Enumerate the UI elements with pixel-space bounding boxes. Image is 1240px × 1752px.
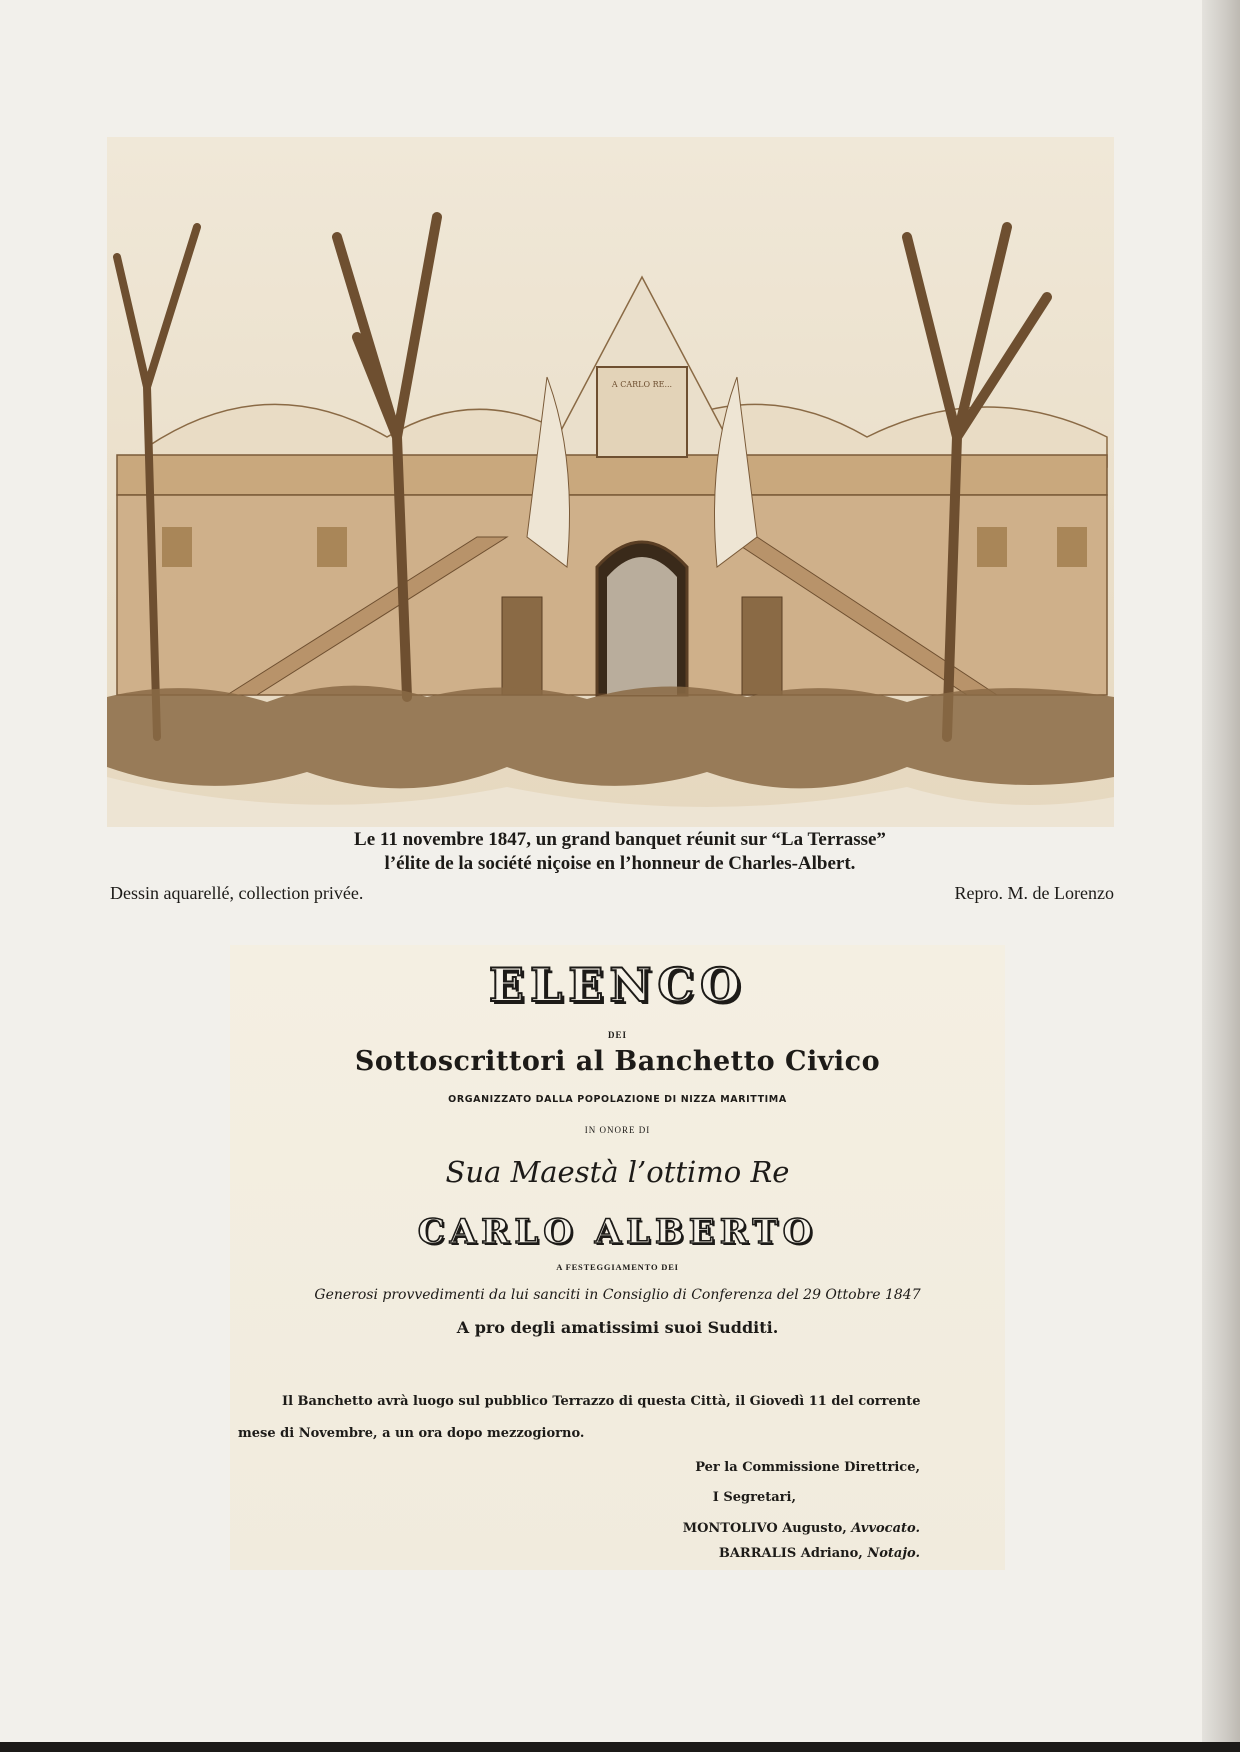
signer-1-role: Avvocato. — [851, 1521, 920, 1536]
announcement-line-1: Il Banchetto avrà luogo sul pubblico Terrazzo di questa Città, il Giovedì 11 del corrente — [282, 1394, 921, 1409]
page-bottom-edge — [0, 1742, 1240, 1752]
watercolor-illustration — [107, 137, 1114, 827]
caption-credit-right: Repro. M. de Lorenzo — [954, 883, 1114, 903]
signer-1 — [560, 1521, 920, 1536]
signer-2 — [560, 1546, 920, 1561]
placard-dei: DEI — [607, 1030, 627, 1040]
placard-majesty: Sua Maestà l’ottimo Re — [445, 1155, 790, 1189]
page-edge-shadow — [1202, 0, 1240, 1752]
crowd — [107, 686, 1114, 789]
placard-measures: Generosi provvedimenti da lui sanciti in Consiglio di Conferenza del 29 Ottobre 1847 — [314, 1287, 921, 1303]
caption-line-2: l’élite de la société niçoise en l’honneur de Charles-Albert. — [384, 853, 856, 874]
placard-in-honor: IN ONORE DI — [584, 1125, 651, 1135]
signer-1-name: MONTOLIVO Augusto, — [682, 1521, 847, 1536]
commission-line: Per la Commissione Direttrice, — [695, 1460, 920, 1475]
caption-line-1: Le 11 novembre 1847, un grand banquet réunit sur “La Terrasse” — [354, 829, 886, 850]
secretaries-line: I Segretari, — [712, 1490, 796, 1505]
banquet-terrace-drawing — [107, 137, 1114, 827]
placard-for-subjects: A pro degli amatissimi suoi Sudditi. — [456, 1318, 779, 1337]
drawing-caption — [200, 828, 1040, 876]
placard-title: ELENCO — [488, 958, 747, 1012]
pavilion-banner: A CARLO RE... — [611, 380, 673, 389]
placard-organized: ORGANIZZATO DALLA POPOLAZIONE DI NIZZA MARITTIMA — [448, 1094, 787, 1105]
placard-celebration: A FESTEGGIAMENTO DEI — [556, 1262, 679, 1272]
announcement-line-2: mese di Novembre, a un ora dopo mezzogiorno. — [238, 1426, 585, 1441]
placard-king-name: CARLO ALBERTO — [417, 1212, 818, 1252]
caption-credit-left: Dessin aquarellé, collection privée. — [110, 883, 364, 903]
placard-subtitle: Sottoscrittori al Banchetto Civico — [354, 1046, 881, 1077]
signer-2-name: BARRALIS Adriano, — [718, 1546, 863, 1561]
placard-announcement — [238, 1386, 938, 1450]
signer-2-role: Notajo. — [867, 1546, 920, 1561]
